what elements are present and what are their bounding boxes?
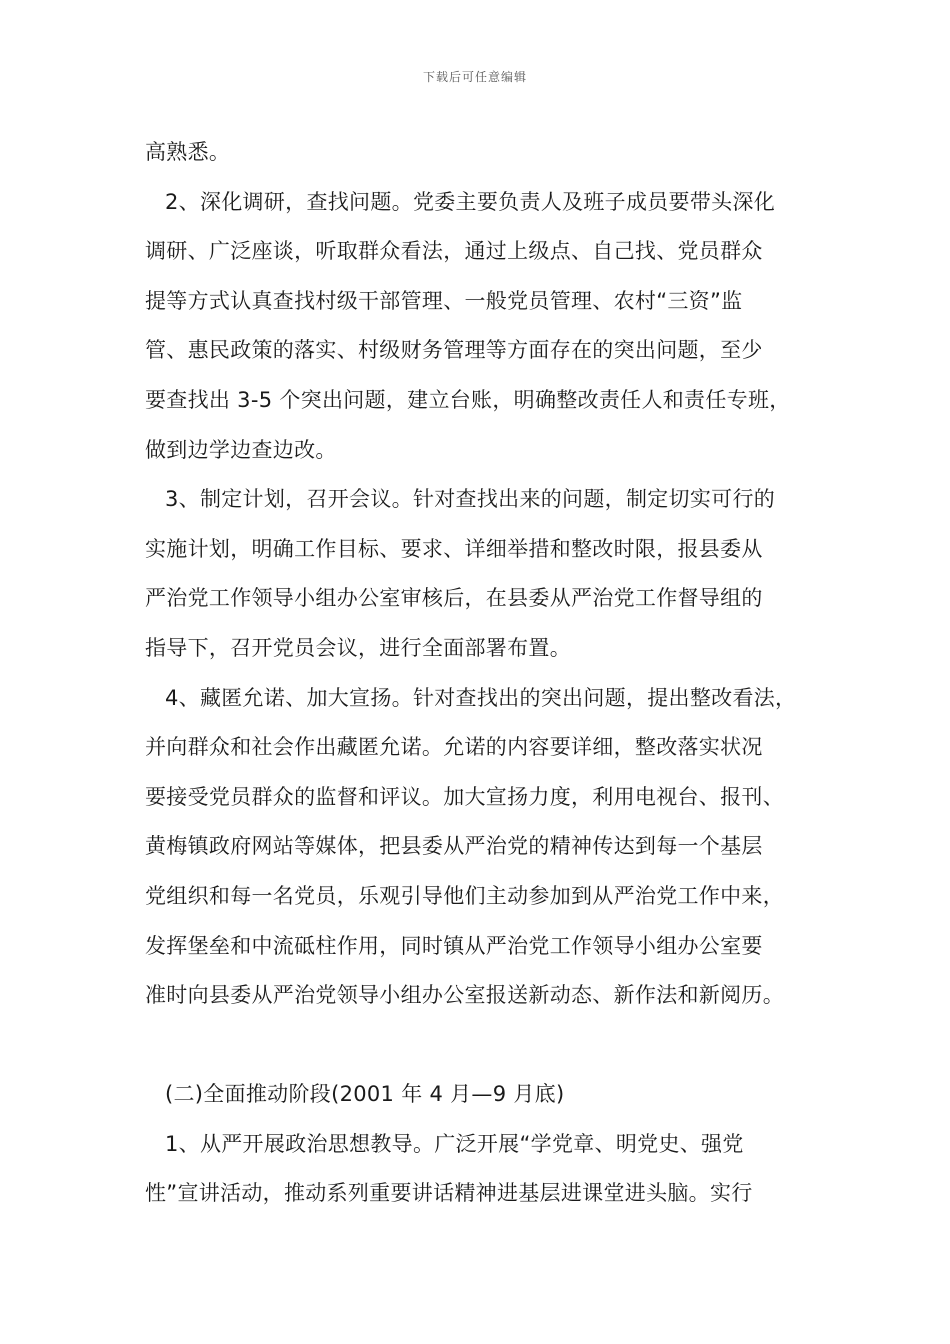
text-line: 4、藏匿允诺、加大宣扬。针对查找出的突出问题，提出整改看法，: [165, 685, 797, 710]
text-line: 做到边学边查边改。: [145, 437, 337, 462]
text-line: 提等方式认真查找村级干部管理、一般党员管理、农村“三资”监: [145, 288, 743, 313]
text-line: 发挥堡垒和中流砥柱作用，同时镇从严治党工作领导小组办公室要: [145, 933, 763, 958]
document-body: [145, 128, 825, 1219]
text-line: (二)全面推动阶段(2001 年 4 月—9 月底): [165, 1082, 565, 1107]
text-line: 严治党工作领导小组办公室审核后，在县委从严治党工作督导组的: [145, 586, 763, 611]
text-line: 实施计划，明确工作目标、要求、详细举措和整改时限，报县委从: [145, 536, 763, 561]
text-line: 要接受党员群众的监督和评议。加大宣扬力度，利用电视台、报刊、: [145, 784, 784, 809]
text-line: 黄梅镇政府网站等媒体，把县委从严治党的精神传达到每一个基层: [145, 834, 763, 859]
text-line: 管、惠民政策的落实、村级财务管理等方面存在的突出问题，至少: [145, 338, 763, 363]
text-line: 3、制定计划，召开会议。针对查找出来的问题，制定切实可行的: [165, 487, 776, 512]
page-header: 下载后可任意编辑: [422, 70, 527, 84]
blank-line: [145, 1021, 825, 1071]
text-line: 2、深化调研，查找问题。党委主要负责人及班子成员要带头深化: [165, 189, 776, 214]
text-line: 指导下，召开党员会议，进行全面部署布置。: [145, 635, 571, 660]
text-line: 性”宣讲活动，推动系列重要讲话精神进基层进课堂进头脑。实行: [145, 1181, 753, 1206]
text-line: 党组织和每一名党员，乐观引导他们主动参加到从严治党工作中来，: [145, 883, 784, 908]
text-line: 准时向县委从严治党领导小组办公室报送新动态、新作法和新阅历。: [145, 983, 784, 1008]
text-line: 1、从严开展政治思想教导。广泛开展“学党章、明党史、强党: [165, 1131, 744, 1156]
text-line: 调研、广泛座谈，听取群众看法，通过上级点、自己找、党员群众: [145, 239, 763, 264]
text-line: 要查找出 3-5 个突出问题，建立台账，明确整改责任人和责任专班，: [145, 387, 791, 412]
text-line: 并向群众和社会作出藏匿允诺。允诺的内容要详细，整改落实状况: [145, 735, 763, 760]
text-line: 高熟悉。: [145, 140, 231, 164]
